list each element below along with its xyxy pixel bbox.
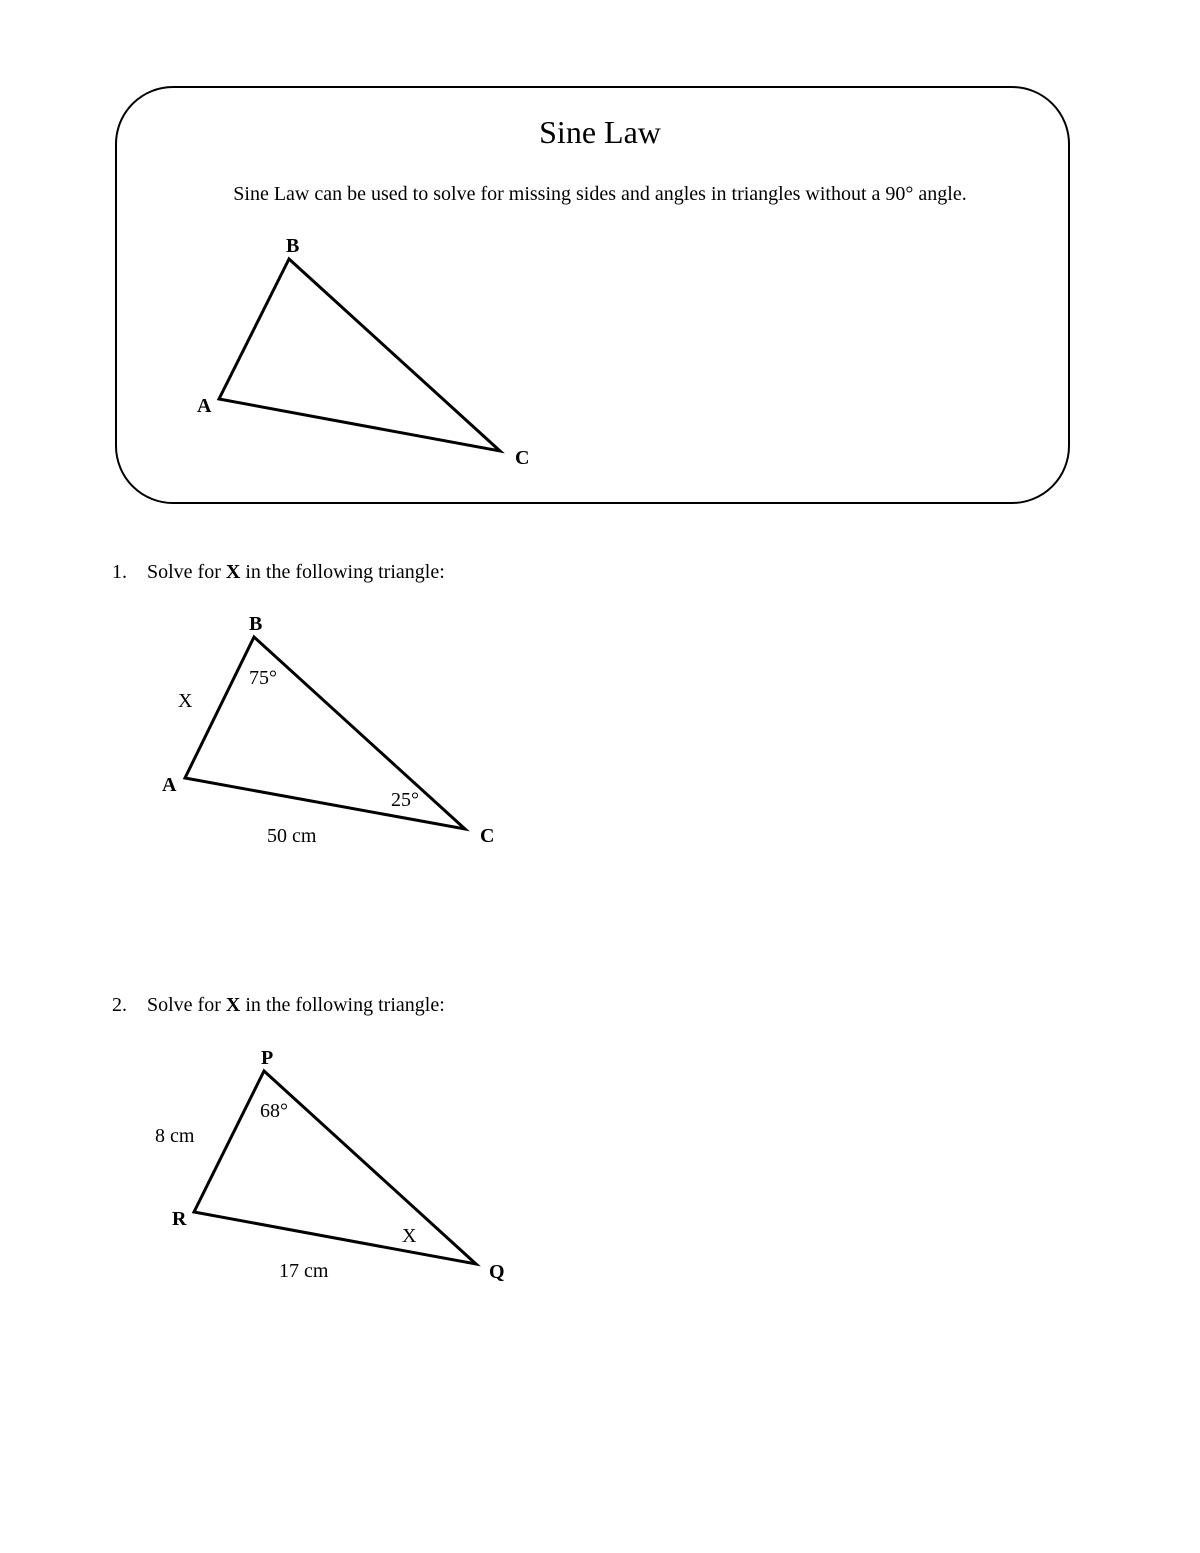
triangle-outline (219, 259, 500, 451)
angle-label-right: X (402, 1225, 417, 1247)
info-triangle (197, 235, 529, 469)
question-suffix: in the following triangle: (245, 994, 445, 1016)
question-prefix: Solve for (147, 994, 221, 1016)
intro-text: Sine Law can be used to solve for missing sides and angles in triangles without a 90° angle. (233, 183, 967, 205)
side-label-left: 8 cm (155, 1125, 195, 1147)
vertex-label-a: A (197, 395, 212, 417)
vertex-label-b: B (286, 235, 300, 257)
side-label-bottom: 17 cm (279, 1260, 329, 1282)
vertex-label-right: C (480, 825, 495, 847)
triangle-outline (194, 1071, 476, 1264)
vertex-label-right: Q (489, 1261, 505, 1283)
side-label-left: X (178, 690, 193, 712)
question-number: 2. (112, 994, 127, 1016)
side-label-bottom: 50 cm (267, 825, 317, 847)
vertex-label-top: P (261, 1047, 274, 1069)
angle-label-top: 68° (260, 1100, 288, 1122)
vertex-label-top: B (249, 613, 263, 635)
angle-label-top: 75° (249, 667, 277, 689)
question-variable: X (225, 561, 241, 583)
question-suffix: in the following triangle: (245, 561, 445, 583)
question-prefix: Solve for (147, 561, 221, 583)
vertex-label-left: A (162, 774, 177, 796)
triangle-outline (185, 637, 465, 829)
vertex-label-c: C (515, 447, 530, 469)
question-1-triangle (162, 613, 494, 847)
page-title: Sine Law (539, 114, 661, 150)
question-variable: X (225, 994, 241, 1016)
vertex-label-left: R (172, 1208, 187, 1230)
question-2-triangle (155, 1047, 505, 1283)
question-number: 1. (112, 561, 127, 583)
angle-label-right: 25° (391, 789, 419, 811)
